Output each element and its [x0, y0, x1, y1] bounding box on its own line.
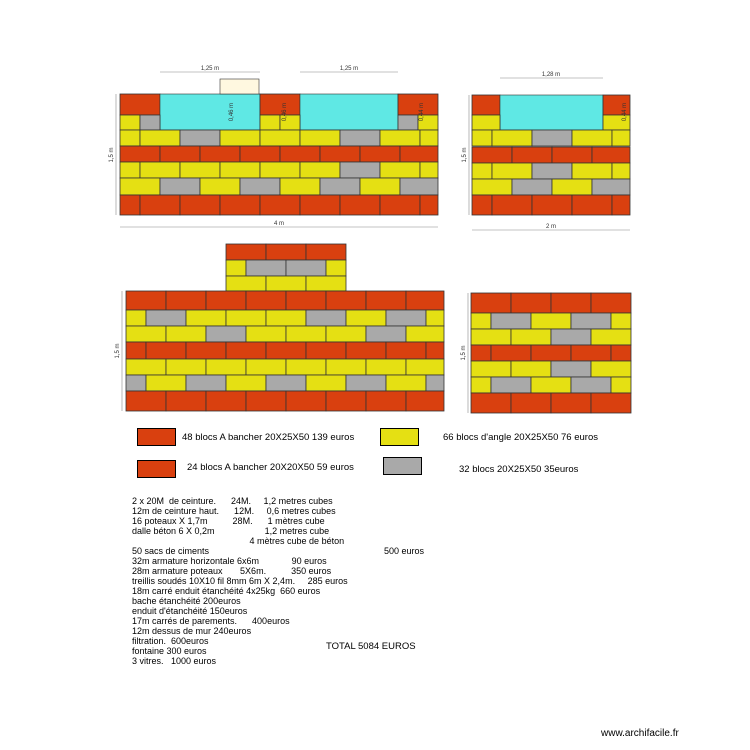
brick-red — [226, 244, 266, 260]
legend-swatch-red-large — [137, 428, 176, 446]
brick-yellow — [572, 163, 612, 179]
brick-yellow — [492, 130, 532, 146]
brick-red — [471, 393, 511, 413]
brick-yellow — [140, 130, 180, 146]
brick-yellow — [611, 377, 631, 393]
brick-yellow — [226, 375, 266, 391]
brick-grey — [426, 375, 444, 391]
brick-yellow — [346, 310, 386, 326]
brick-red — [612, 195, 630, 215]
brick-red — [226, 342, 266, 359]
brick-red — [246, 291, 286, 310]
brick-grey — [206, 326, 246, 342]
brick-yellow — [120, 130, 140, 146]
brick-red — [346, 342, 386, 359]
brick-red — [552, 147, 592, 163]
brick-red — [320, 146, 360, 162]
brick-yellow — [146, 375, 186, 391]
brick-yellow — [360, 178, 400, 195]
brick-red — [571, 345, 611, 361]
brick-red — [592, 147, 630, 163]
brick-grey — [246, 260, 286, 276]
dimension-label: 1,5 m — [461, 345, 467, 361]
brick-red — [286, 291, 326, 310]
brick-grey — [140, 115, 160, 130]
brick-red — [126, 342, 146, 359]
brick-yellow — [140, 162, 180, 178]
note-line: treillis soudés 10X10 fil 8mm 6m X 2,4m. 285 euros — [132, 576, 348, 586]
brick-yellow — [366, 359, 406, 375]
brick-grey — [146, 310, 186, 326]
brick-yellow — [266, 310, 306, 326]
brick-yellow — [226, 310, 266, 326]
window-glass — [500, 95, 603, 130]
note-line: 18m carré enduit étanchéité 4x25kg 660 euros — [132, 586, 321, 596]
brick-red — [206, 391, 246, 411]
brick-red — [220, 195, 260, 215]
total-cost: TOTAL 5084 EUROS — [326, 641, 416, 652]
brick-red — [306, 342, 346, 359]
brick-red — [140, 195, 180, 215]
brick-red — [260, 195, 300, 215]
brick-yellow — [186, 310, 226, 326]
brick-yellow — [260, 162, 300, 178]
brick-yellow — [306, 276, 346, 291]
brick-red — [491, 345, 531, 361]
brick-grey — [491, 313, 531, 329]
brick-grey — [126, 375, 146, 391]
brick-yellow — [166, 359, 206, 375]
brick-red — [120, 146, 160, 162]
brick-yellow — [126, 310, 146, 326]
brick-red — [180, 195, 220, 215]
brick-yellow — [326, 326, 366, 342]
brick-grey — [346, 375, 386, 391]
note-line: 16 poteaux X 1,7m 28M. 1 mètres cube — [132, 516, 325, 526]
brick-grey — [551, 361, 591, 377]
brick-red — [300, 195, 340, 215]
brick-yellow — [420, 162, 438, 178]
brick-yellow — [260, 115, 280, 130]
note-line: dalle béton 6 X 0,2m 1,2 metres cube — [132, 526, 330, 536]
brick-red — [400, 146, 438, 162]
brick-red — [406, 391, 444, 411]
brick-yellow — [120, 162, 140, 178]
dimension-label: 1,25 m — [339, 66, 359, 72]
brick-red — [572, 195, 612, 215]
window-glass — [300, 94, 398, 130]
legend-label-red-large: 48 blocs A bancher 20X25X50 139 euros — [182, 432, 355, 443]
dimension-label: 0,46 m — [282, 102, 288, 122]
brick-red — [126, 291, 166, 310]
brick-yellow — [472, 179, 512, 195]
brick-yellow — [591, 329, 631, 345]
dimension-label: 1,28 m — [541, 72, 561, 78]
window-frame-top — [220, 79, 259, 94]
legend-label-red-small: 24 blocs A bancher 20X20X50 59 euros — [187, 462, 354, 473]
brick-red — [472, 195, 492, 215]
brick-yellow — [246, 326, 286, 342]
brick-red — [260, 94, 300, 115]
brick-yellow — [266, 276, 306, 291]
brick-yellow — [166, 326, 206, 342]
brick-red — [591, 293, 631, 313]
brick-yellow — [326, 359, 366, 375]
brick-yellow — [180, 162, 220, 178]
brick-red — [426, 342, 444, 359]
brick-yellow — [531, 313, 571, 329]
brick-yellow — [326, 260, 346, 276]
brick-red — [326, 391, 366, 411]
brick-grey — [286, 260, 326, 276]
dimension-label: 0,44 m — [622, 102, 628, 122]
brick-red — [200, 146, 240, 162]
brick-yellow — [226, 276, 266, 291]
brick-yellow — [306, 375, 346, 391]
note-line: 4 mètres cube de béton — [132, 536, 345, 546]
brick-grey — [340, 162, 380, 178]
brick-yellow — [226, 260, 246, 276]
brick-yellow — [246, 359, 286, 375]
brick-grey — [398, 115, 418, 130]
brick-red — [240, 146, 280, 162]
note-line: 3 vitres. 1000 euros — [132, 656, 217, 666]
brick-red — [266, 244, 306, 260]
brick-yellow — [426, 310, 444, 326]
brick-red — [126, 391, 166, 411]
note-line: 17m carrés de parements. 400euros — [132, 616, 290, 626]
brick-red — [472, 95, 500, 115]
brick-red — [306, 244, 346, 260]
brick-yellow — [300, 130, 340, 146]
brick-yellow — [220, 130, 260, 146]
brick-red — [492, 195, 532, 215]
brick-red — [386, 342, 426, 359]
note-line: 12m de ceinture haut. 12M. 0,6 metres cubes — [132, 506, 336, 516]
note-line: 2 x 20M de ceinture. 24M. 1,2 metres cubes — [132, 496, 333, 506]
brick-red — [611, 345, 631, 361]
brick-grey — [512, 179, 552, 195]
brick-red — [551, 293, 591, 313]
brick-yellow — [472, 130, 492, 146]
brick-red — [511, 293, 551, 313]
brick-grey — [571, 377, 611, 393]
brick-yellow — [591, 361, 631, 377]
brick-yellow — [471, 377, 491, 393]
brick-red — [166, 391, 206, 411]
brick-red — [531, 345, 571, 361]
brick-red — [532, 195, 572, 215]
brick-red — [146, 342, 186, 359]
brick-grey — [186, 375, 226, 391]
brick-yellow — [612, 163, 630, 179]
brick-red — [380, 195, 420, 215]
dimension-label: 0,44 m — [419, 102, 425, 122]
brick-grey — [366, 326, 406, 342]
dimension-label: 2 m — [545, 224, 557, 230]
brick-yellow — [406, 326, 444, 342]
brick-yellow — [420, 130, 438, 146]
brick-yellow — [471, 313, 491, 329]
legend-label-grey: 32 blocs 20X25X50 35euros — [459, 464, 579, 475]
brick-yellow — [552, 179, 592, 195]
brick-red — [160, 146, 200, 162]
brick-grey — [306, 310, 346, 326]
legend-swatch-red-small — [137, 460, 176, 478]
brick-red — [280, 146, 320, 162]
dimension-label: 1,5 m — [115, 343, 121, 359]
brick-yellow — [380, 130, 420, 146]
brick-red — [120, 195, 140, 215]
brick-yellow — [386, 375, 426, 391]
brick-yellow — [572, 130, 612, 146]
brick-yellow — [511, 361, 551, 377]
brick-red — [340, 195, 380, 215]
note-line: bache étanchéité 200euros — [132, 596, 241, 606]
brick-yellow — [472, 115, 500, 130]
brick-grey — [320, 178, 360, 195]
brick-grey — [160, 178, 200, 195]
brick-red — [166, 291, 206, 310]
brick-red — [366, 391, 406, 411]
brick-yellow — [286, 359, 326, 375]
brick-yellow — [472, 163, 492, 179]
window-glass — [160, 94, 260, 130]
brick-red — [120, 94, 160, 115]
brick-yellow — [120, 115, 140, 130]
brick-red — [472, 147, 512, 163]
brick-red — [406, 291, 444, 310]
brick-yellow — [406, 359, 444, 375]
brick-yellow — [280, 178, 320, 195]
brick-yellow — [492, 163, 532, 179]
brick-red — [246, 391, 286, 411]
brick-yellow — [471, 329, 511, 345]
brick-red — [551, 393, 591, 413]
brick-yellow — [471, 361, 511, 377]
brick-grey — [571, 313, 611, 329]
brick-grey — [592, 179, 630, 195]
brick-yellow — [511, 329, 551, 345]
brick-red — [186, 342, 226, 359]
brick-red — [266, 342, 306, 359]
brick-red — [471, 293, 511, 313]
brick-yellow — [126, 326, 166, 342]
brick-yellow — [531, 377, 571, 393]
brick-red — [206, 291, 246, 310]
brick-grey — [532, 163, 572, 179]
dimension-label: 1,5 m — [109, 147, 115, 163]
brick-yellow — [300, 162, 340, 178]
brick-yellow — [612, 130, 630, 146]
legend-swatch-yellow — [380, 428, 419, 446]
brick-grey — [340, 130, 380, 146]
brick-yellow — [611, 313, 631, 329]
note-line: enduit d'étanchéité 150euros — [132, 606, 248, 616]
brick-red — [471, 345, 491, 361]
brick-yellow — [206, 359, 246, 375]
legend-label-yellow: 66 blocs d'angle 20X25X50 76 euros — [443, 432, 598, 443]
brick-red — [420, 195, 438, 215]
brick-yellow — [126, 359, 166, 375]
brick-red — [326, 291, 366, 310]
dimension-label: 4 m — [273, 221, 285, 227]
brick-red — [366, 291, 406, 310]
note-line: 50 sacs de ciments — [132, 546, 210, 556]
brick-red — [511, 393, 551, 413]
note-line: 28m armature poteaux 5X6m. 350 euros — [132, 566, 332, 576]
brick-red — [398, 94, 438, 115]
dimension-label: 0,46 m — [229, 102, 235, 122]
brick-grey — [400, 178, 438, 195]
note-line: 12m dessus de mur 240euros — [132, 626, 252, 636]
brick-yellow — [286, 326, 326, 342]
brick-grey — [266, 375, 306, 391]
brick-grey — [180, 130, 220, 146]
brick-red — [591, 393, 631, 413]
legend-swatch-grey — [383, 457, 422, 475]
cement-price: 500 euros — [384, 546, 425, 556]
brick-grey — [491, 377, 531, 393]
brick-red — [286, 391, 326, 411]
brick-grey — [551, 329, 591, 345]
brick-yellow — [200, 178, 240, 195]
brick-yellow — [260, 130, 300, 146]
brick-grey — [386, 310, 426, 326]
cost-notes — [132, 496, 348, 666]
note-line: filtration. 600euros — [132, 636, 209, 646]
brick-yellow — [380, 162, 420, 178]
brick-grey — [532, 130, 572, 146]
brick-yellow — [120, 178, 160, 195]
brick-red — [512, 147, 552, 163]
footer-watermark: www.archifacile.fr — [601, 728, 679, 739]
dimension-label: 1,25 m — [200, 66, 220, 72]
brick-grey — [240, 178, 280, 195]
brick-red — [360, 146, 400, 162]
note-line: fontaine 300 euros — [132, 646, 207, 656]
dimension-label: 1,5 m — [462, 147, 468, 163]
note-line: 32m armature horizontale 6x6m 90 euros — [132, 556, 327, 566]
brick-yellow — [220, 162, 260, 178]
